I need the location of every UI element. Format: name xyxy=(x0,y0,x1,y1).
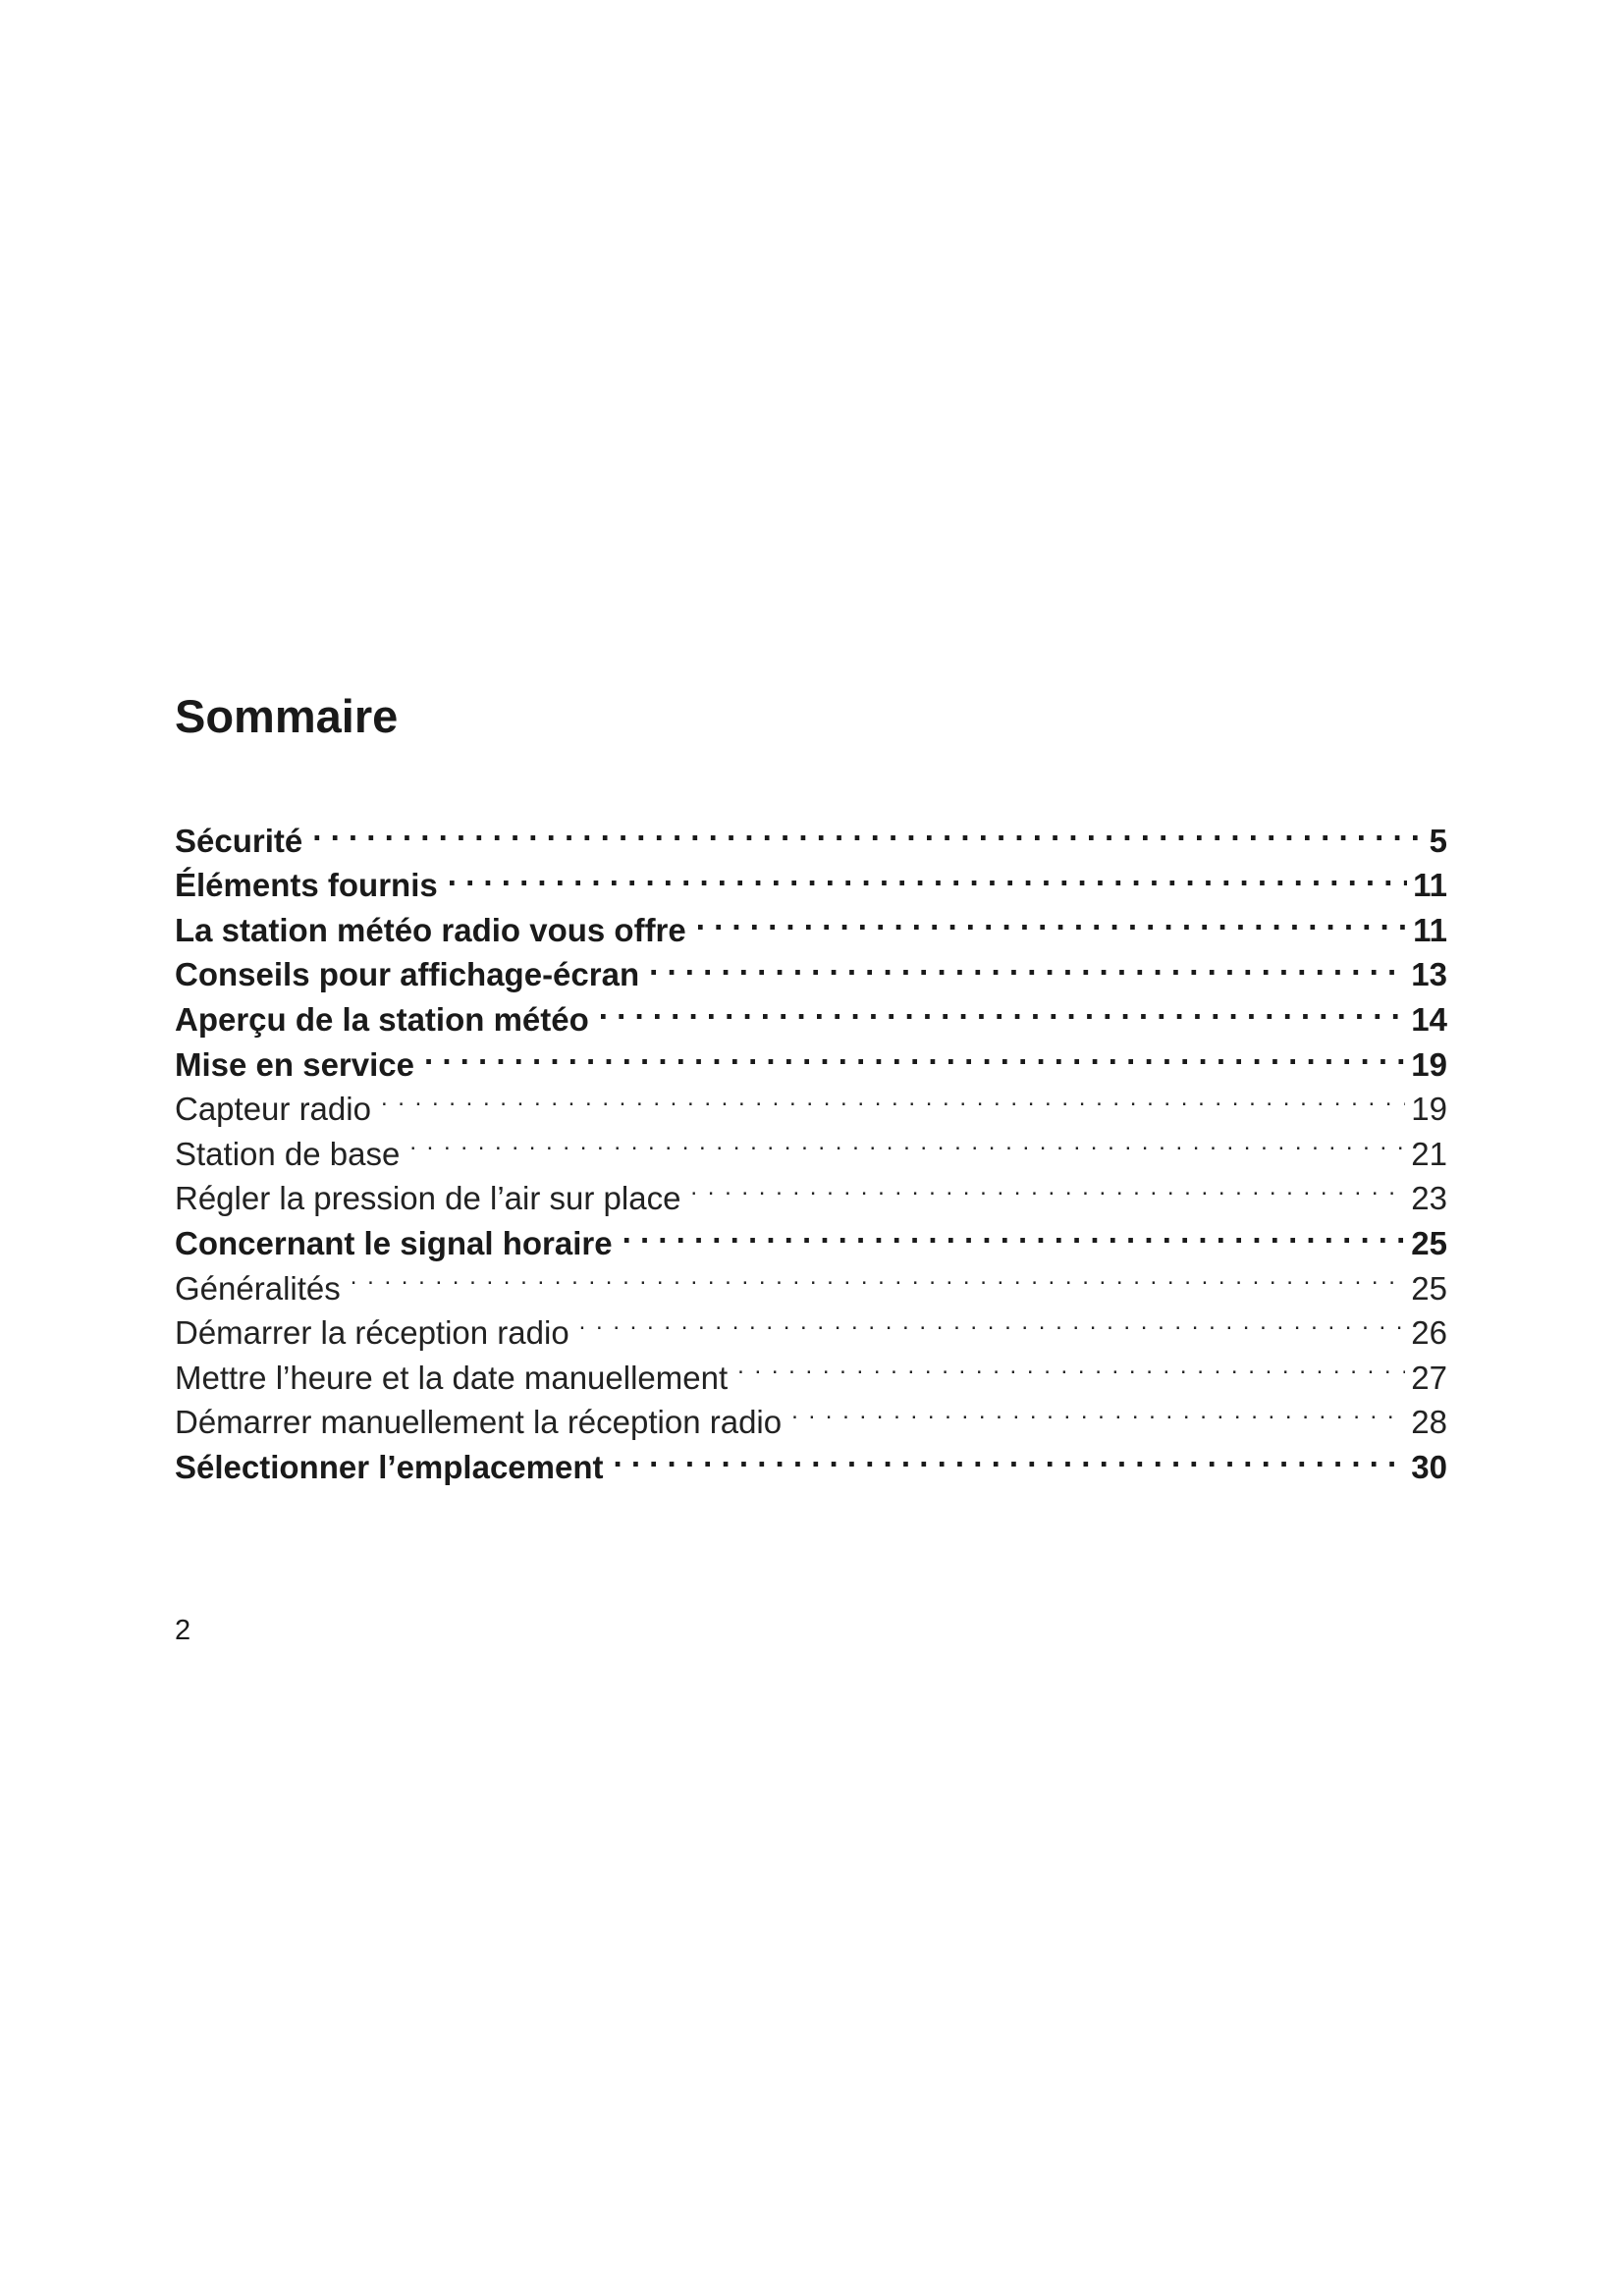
toc-entry-page: 13 xyxy=(1411,956,1447,993)
toc-entry-page: 21 xyxy=(1411,1135,1447,1172)
toc-entry-page: 11 xyxy=(1413,867,1447,904)
toc-subentry[interactable] xyxy=(175,1255,1447,1307)
toc-entry-page: 25 xyxy=(1411,1224,1447,1261)
page-number: 2 xyxy=(175,1615,191,1646)
toc-entry-page: 19 xyxy=(1411,1091,1447,1128)
toc-dot-leader xyxy=(599,986,1406,1031)
toc-dot-leader xyxy=(649,941,1405,987)
toc-entry-label: Conseils pour affichage-écran xyxy=(175,956,640,993)
toc-entry-page: 11 xyxy=(1413,911,1447,948)
toc-entry[interactable] xyxy=(175,852,1447,904)
toc-entry-label: Démarrer manuellement la réception radio xyxy=(175,1404,783,1441)
page-title: Sommaire xyxy=(175,690,399,742)
toc-dot-leader xyxy=(409,1120,1405,1165)
toc-entry-page: 25 xyxy=(1411,1269,1447,1307)
toc-entry-label: Sélectionner l’emplacement xyxy=(175,1448,604,1485)
toc-entry-label: Station de base xyxy=(175,1135,401,1172)
toc-entry-page: 28 xyxy=(1411,1404,1447,1441)
toc-dot-leader xyxy=(448,852,1407,897)
toc-entry-page: 19 xyxy=(1411,1045,1447,1083)
toc-entry-label: Généralités xyxy=(175,1269,341,1307)
toc-dot-leader xyxy=(381,1076,1405,1121)
toc-entry-label: Démarrer la réception radio xyxy=(175,1314,569,1352)
toc-dot-leader xyxy=(424,1031,1405,1076)
toc-entry-page: 30 xyxy=(1411,1448,1447,1485)
toc-dot-leader xyxy=(579,1300,1406,1345)
toc-dot-leader xyxy=(312,807,1423,852)
toc-dot-leader xyxy=(614,1433,1406,1478)
toc-entry-page: 23 xyxy=(1411,1180,1447,1217)
toc-dot-leader xyxy=(690,1165,1405,1210)
toc-entry-page: 14 xyxy=(1411,1000,1447,1038)
toc-entry-page: 5 xyxy=(1429,822,1447,859)
toc-subentry[interactable] xyxy=(175,1300,1447,1352)
toc-dot-leader xyxy=(791,1389,1405,1434)
toc-entry[interactable] xyxy=(175,807,1447,859)
toc-entry-label: Aperçu de la station météo xyxy=(175,1000,589,1038)
toc-dot-leader xyxy=(351,1255,1406,1300)
toc-entry-label: Sécurité xyxy=(175,822,303,859)
toc-entry-label: Concernant le signal horaire xyxy=(175,1224,613,1261)
toc-entry-label: La station météo radio vous offre xyxy=(175,911,686,948)
toc-entry-label: Régler la pression de l’air sur place xyxy=(175,1180,681,1217)
toc-entry-page: 27 xyxy=(1411,1359,1447,1396)
toc-entry-label: Mise en service xyxy=(175,1045,414,1083)
toc-entry-label: Éléments fournis xyxy=(175,867,438,904)
table-of-contents xyxy=(175,807,1447,1485)
toc-dot-leader xyxy=(696,896,1407,941)
toc-dot-leader xyxy=(623,1209,1406,1255)
toc-dot-leader xyxy=(737,1344,1405,1389)
toc-entry-page: 26 xyxy=(1411,1314,1447,1352)
toc-entry-label: Capteur radio xyxy=(175,1091,371,1128)
toc-entry-label: Mettre l’heure et la date manuellement xyxy=(175,1359,729,1396)
